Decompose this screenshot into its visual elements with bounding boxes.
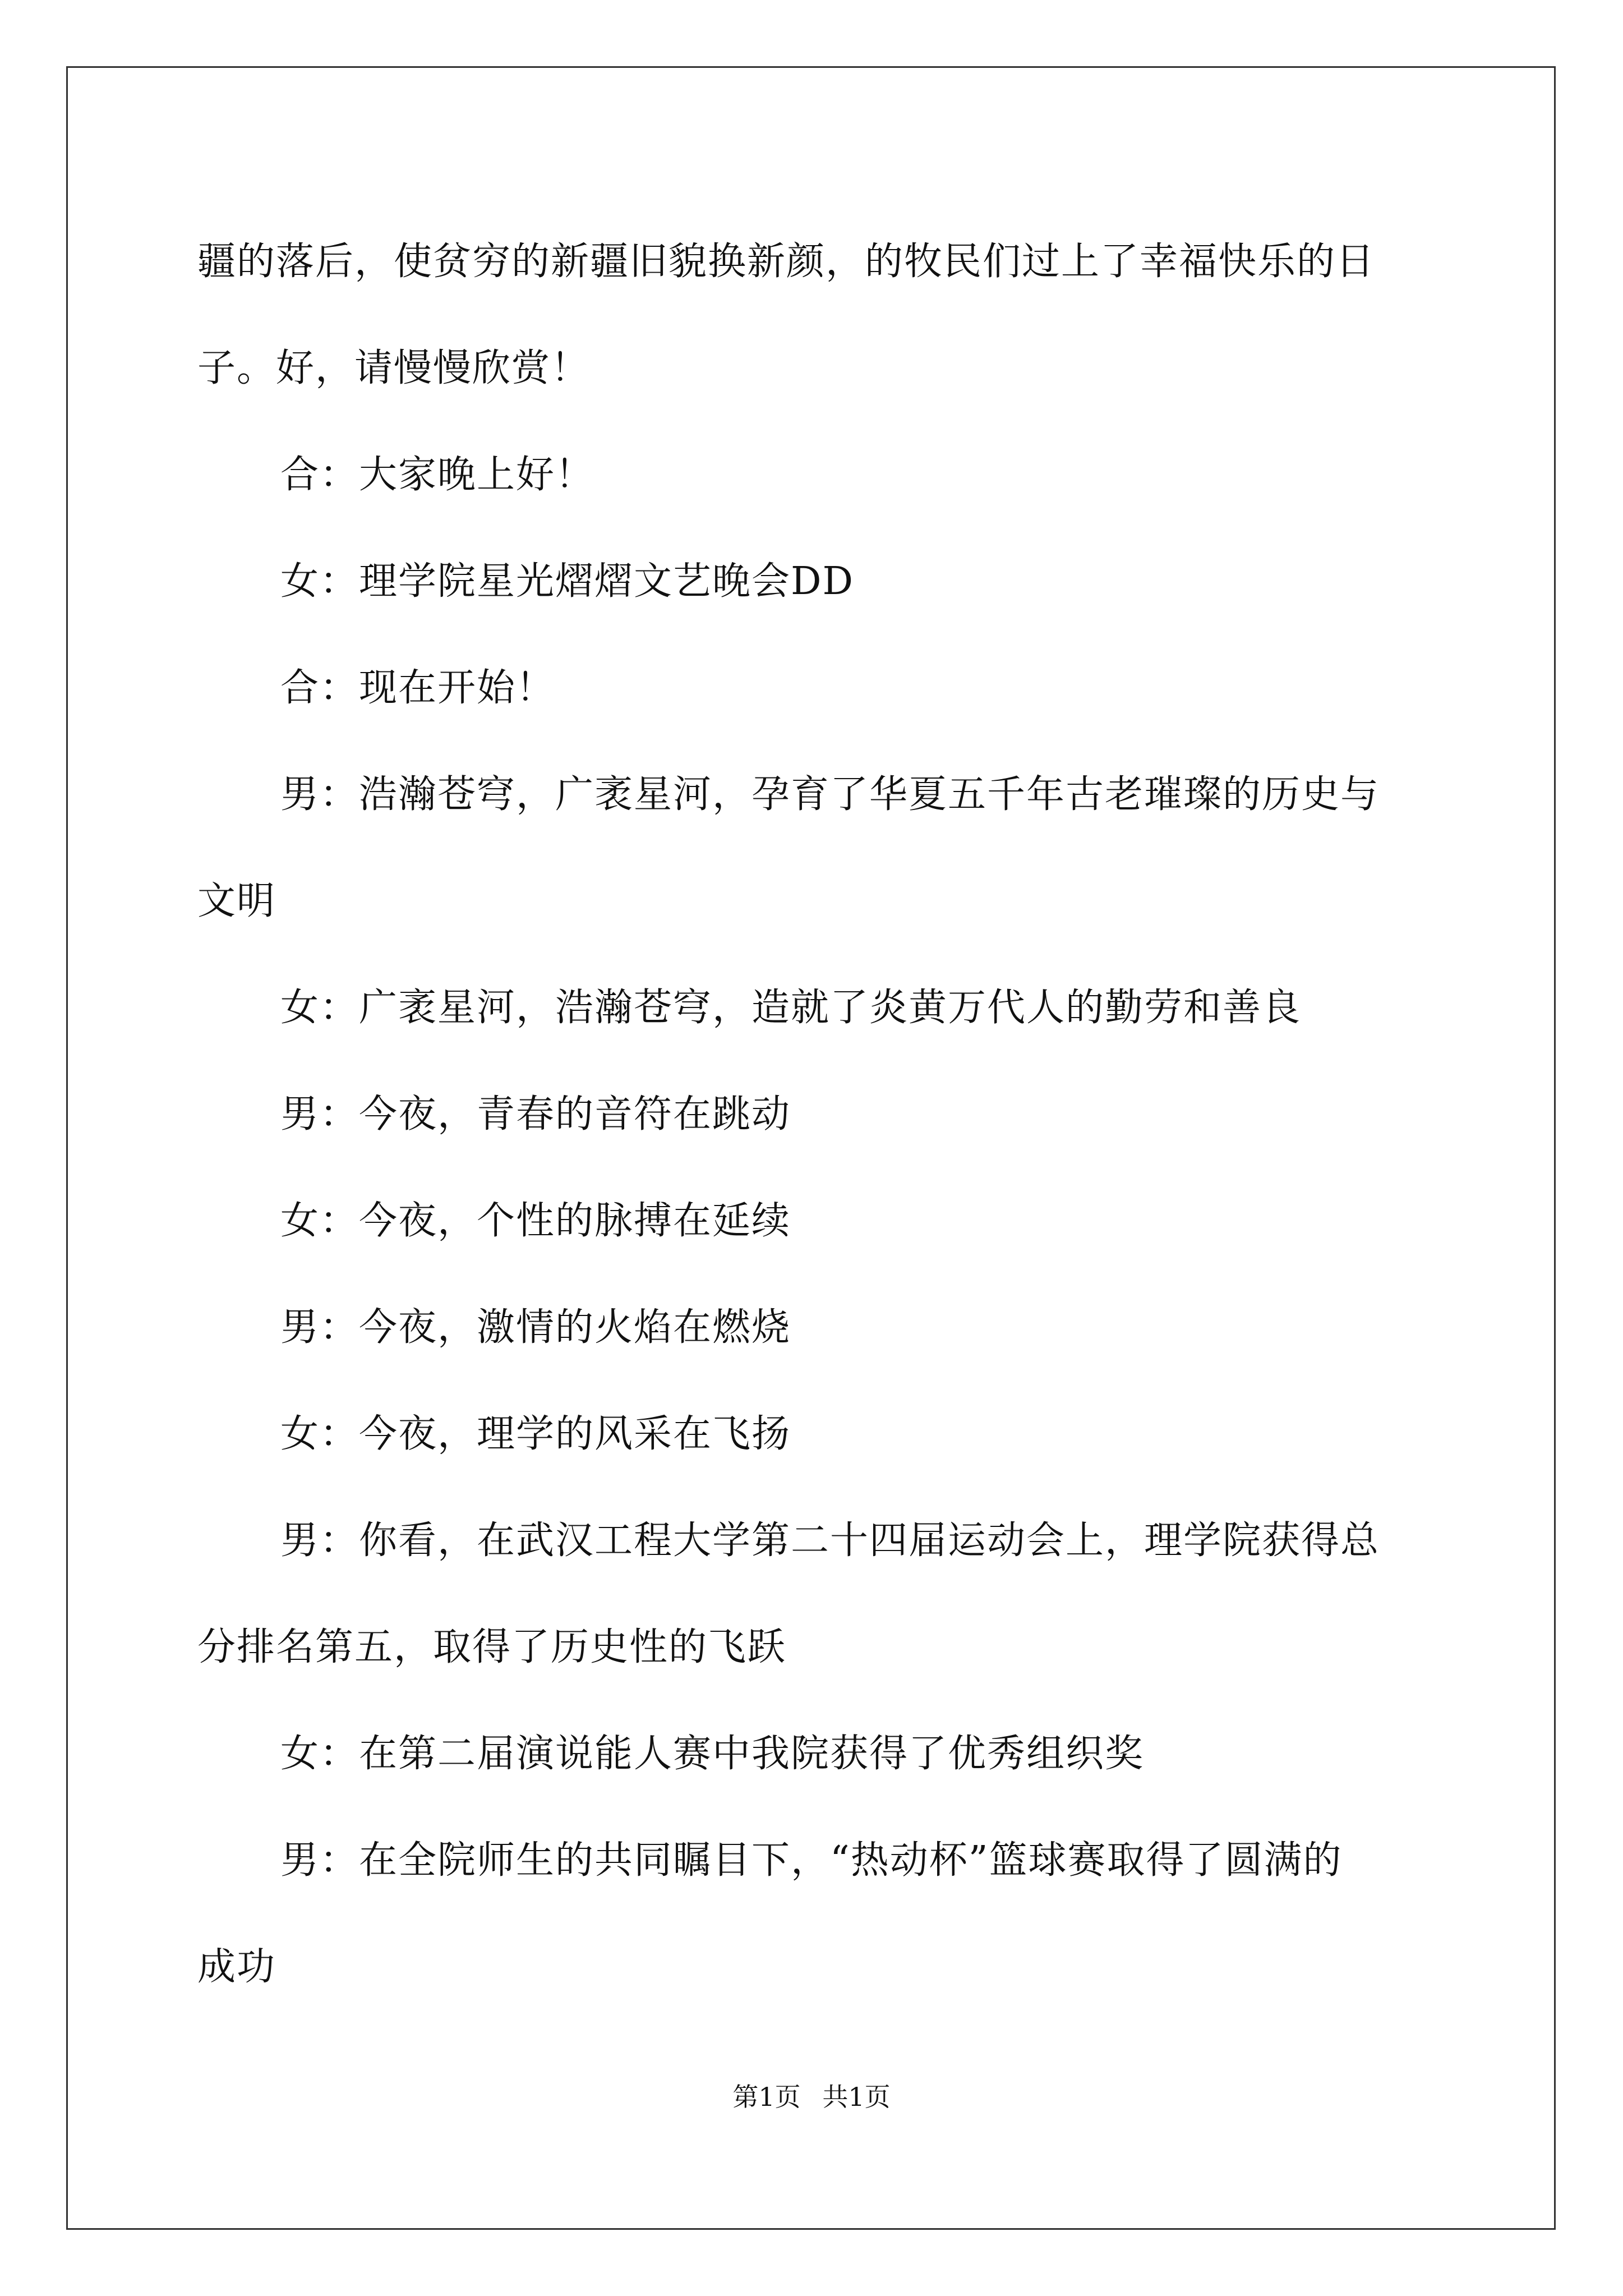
text-line-6: 男：浩瀚苍穹，广袤星河，孕育了华夏五千年古老璀璨的历史与 (280, 772, 1380, 817)
text-line-9: 男：今夜，青春的音符在跳动 (280, 1092, 791, 1137)
text-line-5: 合：现在开始！ (280, 666, 556, 710)
text-line-11: 男：今夜，激情的火焰在燃烧 (280, 1305, 791, 1350)
text-line-15: 女：在第二届演说能人赛中我院获得了优秀组织奖 (280, 1732, 1145, 1776)
text-line-13: 男：你看，在武汉工程大学第二十四届运动会上，理学院获得总 (280, 1519, 1380, 1563)
text-line-10: 女：今夜，个性的脉搏在延续 (280, 1199, 791, 1243)
text-line-4: 女：理学院星光熠熠文艺晚会DD (280, 559, 855, 604)
page-number: 第1页 (732, 2082, 801, 2112)
text-line-16: 男：在全院师生的共同瞩目下，“热动杯”篮球赛取得了圆满的 (280, 1838, 1343, 1883)
total-pages: 共1页 (822, 2082, 891, 2112)
page-footer (0, 2080, 1623, 2114)
text-line-7: 文明 (197, 879, 276, 923)
text-line-14: 分排名第五，取得了历史性的飞跃 (197, 1625, 787, 1669)
text-line-2: 子。好，请慢慢欣赏！ (197, 346, 591, 390)
text-line-1: 疆的落后，使贫穷的新疆旧貌换新颜，的牧民们过上了幸福快乐的日 (197, 240, 1376, 284)
text-line-8: 女：广袤星河，浩瀚苍穹，造就了炎黄万代人的勤劳和善良 (280, 986, 1302, 1030)
text-line-17: 成功 (197, 1945, 276, 1989)
document-body (197, 209, 1431, 2021)
text-line-3: 合：大家晚上好！ (280, 453, 595, 497)
text-line-12: 女：今夜，理学的风采在飞扬 (280, 1412, 791, 1456)
